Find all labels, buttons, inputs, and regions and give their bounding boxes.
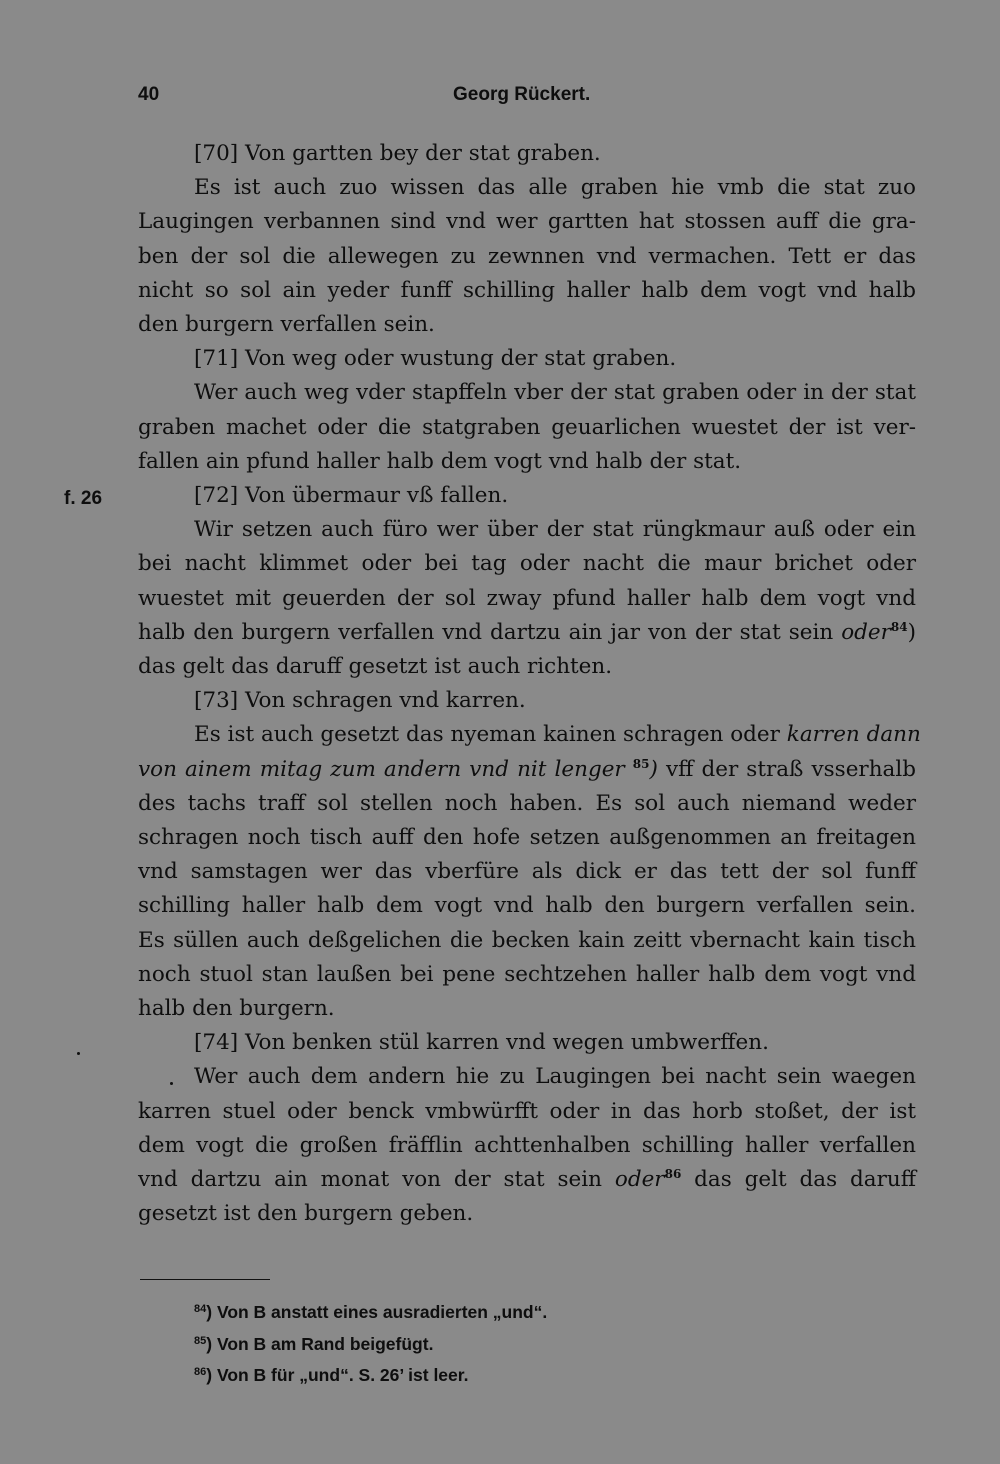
text-line: karren stuel oder benck vmbwürfft oder in das horb stoßet, der ist [138, 1098, 916, 1124]
text-line [138, 1163, 916, 1197]
text-fragment: halb den burgern verfallen vnd dartzu ain jar von der stat sein [138, 619, 834, 645]
text-line: bei nacht klimmet oder bei tag oder nacht die maur brichet oder [138, 551, 916, 577]
footnote-mark: 84 [194, 1303, 207, 1315]
page-header [138, 84, 598, 114]
section-heading: [73] Von schragen vnd karren. [194, 688, 526, 714]
section-text [138, 718, 921, 1026]
text-line: Wer auch weg vder stapffeln vber der stat graben oder in der stat [194, 380, 916, 406]
footnote [194, 1295, 547, 1327]
footnotes [194, 1295, 547, 1390]
footnote-mark: 85 [194, 1334, 207, 1347]
footnote-ref: 85 [632, 756, 650, 771]
running-head: Georg Rückert. [453, 84, 591, 105]
text-line: Laugingen verbannen sind vnd wer gartten hat stossen auff die gra- [138, 209, 916, 235]
text-line: den burgern verfallen sein. [138, 312, 435, 338]
text-line: wuestet mit geuerden der sol zway pfund haller halb dem vogt vnd [138, 585, 916, 611]
text-line [138, 718, 921, 752]
text-fragment: Es ist auch gesetzt das nyeman kainen schragen oder [194, 722, 780, 748]
text-line: schilling haller halb dem vogt vnd halb den burgern verfallen sein. [138, 893, 916, 919]
footnote [194, 1358, 547, 1390]
section-text [138, 171, 916, 342]
text-line: gesetzt ist den burgern geben. [138, 1201, 474, 1227]
section-heading: [72] Von übermaur vß fallen. [194, 483, 509, 509]
section-heading: [74] Von benken stül karren vnd wegen umbwerffen. [194, 1030, 769, 1056]
footnote-mark: 86 [194, 1366, 207, 1378]
text-line: dem vogt die großen fräfflin achttenhalben schilling haller verfallen [138, 1132, 916, 1158]
text-line: von ainem mitag zum andern vnd nit lenger $^{85}$) vff der straß vsserhalb [138, 756, 917, 782]
footnote-text: ) Von B am Rand beigefügt. [206, 1333, 434, 1354]
italic-text: von ainem mitag zum andern vnd nit lenger [138, 756, 625, 782]
page-body [138, 137, 921, 1232]
italic-word: oder [614, 1167, 665, 1193]
text-fragment: vnd dartzu ain monat von der stat sein [138, 1167, 602, 1193]
footnote-rule [140, 1279, 270, 1280]
footnote-text: ) Von B anstatt eines ausradierten „und“. [206, 1302, 548, 1322]
text-line: vnd samstagen wer das vberfüre als dick er das tett der sol funff [138, 859, 916, 885]
text-line: graben machet oder die statgraben geuarlichen wuestet der ist ver- [138, 414, 916, 440]
section-text [138, 1060, 916, 1231]
text-line: Es süllen auch deßgelichen die becken kain zeitt vbernacht kain tisch [138, 927, 916, 953]
footnote-ref: 86 [664, 1167, 682, 1182]
section-heading: [71] Von weg oder wustung der stat graben. [194, 346, 677, 372]
text-line: nicht so sol ain yeder funff schilling haller halb dem vogt vnd halb [138, 277, 916, 303]
text-line: schragen noch tisch auff den hofe setzen außgenommen an freitagen [138, 825, 916, 851]
section-text [138, 376, 916, 479]
folio-margin-note: f. 26 [64, 488, 103, 509]
text-line: halb den burgern verfallen vnd dartzu ain jar von der stat sein oder$^{84}$) [138, 619, 916, 645]
text-line: Wir setzen auch füro wer über der stat rüngkmaur auß oder ein [194, 517, 916, 543]
italic-word: oder [841, 619, 891, 645]
text-line: noch stuol stan laußen bei pene sechtzehen haller halb dem vogt vnd [138, 961, 916, 987]
section-heading: [70] Von gartten bey der stat graben. [194, 141, 601, 166]
text-line: fallen ain pfund haller halb dem vogt vnd halb der stat. [138, 448, 742, 474]
page-number: 40 [138, 84, 160, 105]
footnote-ref: 84 [890, 619, 908, 634]
text-line: das gelt das daruff gesetzt ist auch richten. [138, 654, 613, 680]
text-fragment: vff der straß vsserhalb [665, 756, 917, 782]
speck-mark [170, 1082, 173, 1085]
text-line: Es ist auch zuo wissen das alle graben hie vmb die stat zuo [194, 175, 916, 201]
section-text [138, 513, 916, 684]
text-line: halb den burgern. [138, 996, 335, 1022]
text-line: Wer auch dem andern hie zu Laugingen bei nacht sein waegen [194, 1064, 916, 1090]
text-line: ben der sol die allewegen zu zewnnen vnd vermachen. Tett er das [138, 243, 916, 269]
footnote-text: ) Von B für „und“. S. 26’ ist leer. [206, 1365, 469, 1385]
italic-text: karren dann [786, 722, 921, 748]
footnote [194, 1327, 547, 1359]
text-line: des tachs traff sol stellen noch haben. Es sol auch niemand weder [138, 790, 916, 816]
text-fragment: das gelt das daruff [694, 1167, 916, 1193]
speck-mark [77, 1052, 80, 1055]
